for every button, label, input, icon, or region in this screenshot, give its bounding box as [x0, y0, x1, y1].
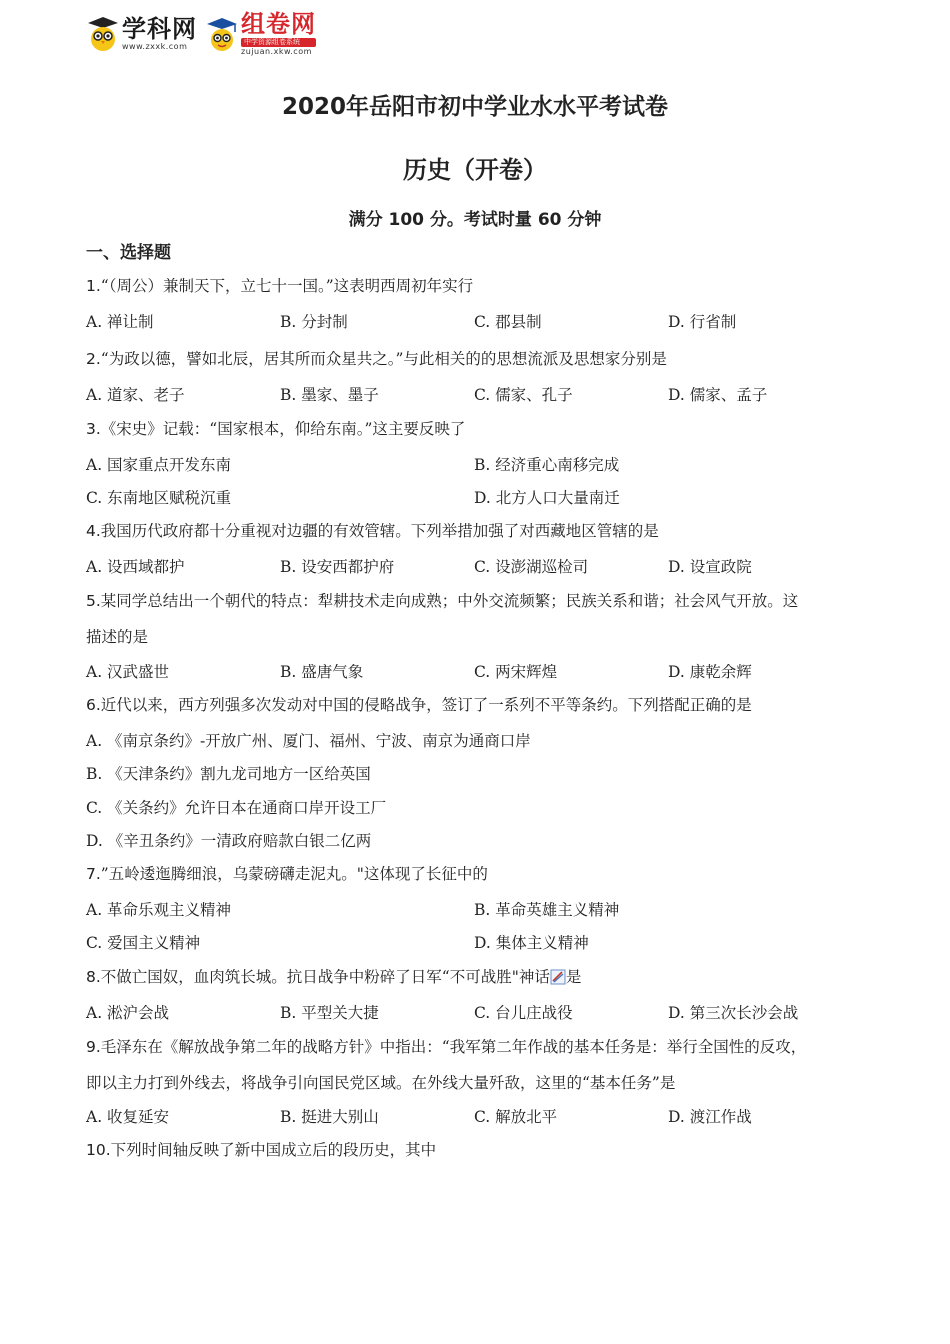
question-5-option-d[interactable]: D. 康乾余辉: [668, 663, 752, 681]
question-2-option-d[interactable]: D. 儒家、孟子: [668, 386, 768, 404]
question-7-option-b[interactable]: B. 革命英雄主义精神: [474, 901, 620, 919]
question-9-stem-continued: 即以主力打到外线去，将战争引向国民党区域。在外线大量歼敌，这里的“基本任务”是: [86, 1074, 676, 1092]
question-7-option-a[interactable]: A. 革命乐观主义精神: [86, 901, 232, 919]
question-text: 《宋史》记载：“国家根本，仰给东南。”这主要反映了: [100, 420, 466, 438]
image-placeholder-icon: [550, 969, 566, 985]
question-1-option-c[interactable]: C. 郡县制: [474, 313, 542, 331]
question-text: 不做亡国奴，血肉筑长城。抗日战争中粉碎了日军“不可战胜"神话: [100, 968, 550, 986]
question-3-option-b[interactable]: B. 经济重心南移完成: [474, 456, 620, 474]
zjw-logo-name: 组卷网: [241, 10, 316, 38]
question-text: 毛泽东在《解放战争第二年的战略方针》中指出：“我军第二年作战的基本任务是：举行全国性的反攻，: [100, 1038, 807, 1056]
section-heading: 一、选择题: [86, 243, 171, 263]
question-8-stem: [86, 965, 581, 987]
question-1-stem: [86, 274, 473, 296]
question-number: 1.: [86, 277, 101, 295]
question-number: 4.: [86, 522, 101, 540]
question-6-option-c[interactable]: C. 《关条约》允许日本在通商口岸开设工厂: [86, 799, 387, 817]
question-4-option-b[interactable]: B. 设安西都护府: [280, 558, 395, 576]
question-1-option-b[interactable]: B. 分封制: [280, 313, 348, 331]
question-7-option-d[interactable]: D. 集体主义精神: [474, 934, 589, 952]
question-9-option-d[interactable]: D. 渡江作战: [668, 1108, 752, 1126]
question-number: 6.: [86, 696, 101, 714]
question-2-stem: [86, 347, 667, 369]
question-5-option-a[interactable]: A. 汉武盛世: [86, 663, 170, 681]
question-number: 10.: [86, 1141, 111, 1159]
question-5-stem-continued: 描述的是: [86, 628, 149, 646]
header-logos: [86, 12, 324, 56]
question-text: “（周公）兼制天下，立七十一国。”这表明西周初年实行: [100, 277, 474, 295]
question-number: 7.: [86, 865, 101, 883]
question-8-option-c[interactable]: C. 台儿庄战役: [474, 1004, 573, 1022]
question-6-stem: [86, 693, 752, 715]
question-1-option-d[interactable]: D. 行省制: [668, 313, 737, 331]
question-6-option-d[interactable]: D. 《辛丑条约》一清政府赔款白银二亿两: [86, 832, 372, 850]
owl-mascot-icon: [86, 15, 120, 53]
question-number: 9.: [86, 1038, 101, 1056]
question-10-stem: [86, 1138, 436, 1160]
question-number: 8.: [86, 968, 101, 986]
zjw-logo[interactable]: [205, 11, 316, 57]
question-4-stem: [86, 519, 659, 541]
question-text-end: 是: [565, 968, 582, 986]
question-3-option-a[interactable]: A. 国家重点开发东南: [86, 456, 232, 474]
question-2-option-c[interactable]: C. 儒家、孔子: [474, 386, 573, 404]
question-text: “为政以德，譬如北辰，居其所而众星共之。”与此相关的的思想流派及思想家分别是: [100, 350, 667, 368]
question-7-option-c[interactable]: C. 爱国主义精神: [86, 934, 201, 952]
question-8-option-a[interactable]: A. 淞沪会战: [86, 1004, 170, 1022]
question-3-option-d[interactable]: D. 北方人口大量南迁: [474, 489, 620, 507]
question-5-option-c[interactable]: C. 两宋辉煌: [474, 663, 558, 681]
question-2-option-a[interactable]: A. 道家、老子: [86, 386, 185, 404]
question-4-option-d[interactable]: D. 设宣政院: [668, 558, 752, 576]
question-8-option-d[interactable]: D. 第三次长沙会战: [668, 1004, 799, 1022]
question-4-option-a[interactable]: A. 设西域都护: [86, 558, 185, 576]
question-number: 5.: [86, 592, 101, 610]
exam-title: 2020年岳阳市初中学业水水平考试卷: [281, 94, 668, 120]
question-3-stem: [86, 417, 465, 439]
question-text: 某同学总结出一个朝代的特点：犁耕技术走向成熟；中外交流频繁；民族关系和谐；社会风气开放。这: [100, 592, 799, 610]
zjw-logo-url: zujuan.xkw.com: [241, 47, 312, 56]
question-number: 2.: [86, 350, 101, 368]
question-5-stem: [86, 589, 798, 611]
question-4-option-c[interactable]: C. 设澎湖巡检司: [474, 558, 589, 576]
question-text: 我国历代政府都十分重视对边疆的有效管辖。下列举措加强了对西藏地区管辖的是: [100, 522, 659, 540]
question-6-option-b[interactable]: B. 《天津条约》割九龙司地方一区给英国: [86, 765, 371, 783]
question-9-option-b[interactable]: B. 挺进大别山: [280, 1108, 379, 1126]
score-line: 满分 100 分。考试时量 60 分钟: [348, 210, 602, 230]
question-number: 3.: [86, 420, 101, 438]
question-text: 下列时间轴反映了新中国成立后的段历史，其中: [110, 1141, 437, 1159]
question-2-option-b[interactable]: B. 墨家、墨子: [280, 386, 379, 404]
question-text: ”五岭逶迤腾细浪，乌蒙磅礴走泥丸。"这体现了长征中的: [100, 865, 488, 883]
question-7-stem: [86, 862, 488, 884]
question-text: 近代以来，西方列强多次发动对中国的侵略战争，签订了一系列不平等条约。下列搭配正确的是: [100, 696, 752, 714]
question-9-stem: [86, 1035, 806, 1057]
question-5-option-b[interactable]: B. 盛唐气象: [280, 663, 364, 681]
question-6-option-a[interactable]: A. 《南京条约》-开放广州、厦门、福州、宁波、南京为通商口岸: [86, 732, 531, 750]
question-9-option-a[interactable]: A. 收复延安: [86, 1108, 170, 1126]
question-3-option-c[interactable]: C. 东南地区赋税沉重: [86, 489, 232, 507]
question-1-option-a[interactable]: A. 禅让制: [86, 313, 154, 331]
zjw-logo-tagline: 中学资源组卷系统: [241, 38, 316, 47]
question-9-option-c[interactable]: C. 解放北平: [474, 1108, 558, 1126]
subject-title: 历史（开卷）: [403, 156, 547, 184]
graduate-mascot-icon: [205, 15, 239, 53]
xkw-logo-name: 学科网: [122, 15, 197, 43]
xkw-logo[interactable]: [86, 15, 197, 53]
xkw-logo-url: www.zxxk.com: [122, 42, 188, 51]
question-8-option-b[interactable]: B. 平型关大捷: [280, 1004, 379, 1022]
